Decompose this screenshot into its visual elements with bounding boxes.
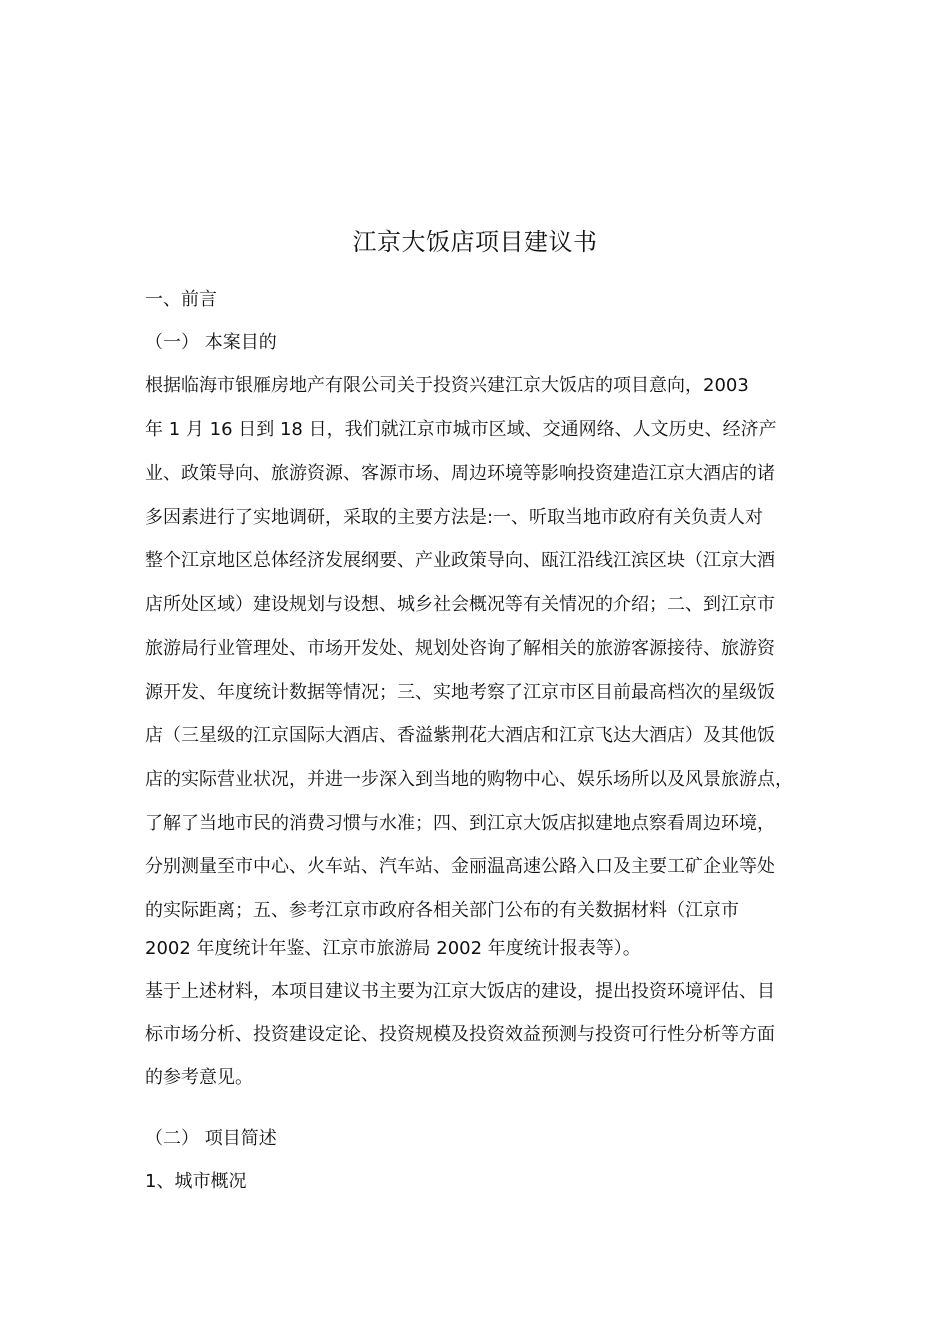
section-heading: 一、前言	[145, 289, 217, 310]
document-title: 江京大饭店项目建议书	[352, 228, 598, 256]
paragraph-line: 的参考意见。	[145, 1067, 253, 1088]
paragraph-line: 整个江京地区总体经济发展纲要、产业政策导向、瓯江沿线江滨区块（江京大酒	[145, 550, 775, 571]
paragraph-line: 旅游局行业管理处、市场开发处、规划处咨询了解相关的旅游客源接待、旅游资	[145, 638, 775, 659]
paragraph-line: 源开发、年度统计数据等情况；三、实地考察了江京市区目前最高档次的星级饭	[145, 682, 775, 703]
paragraph-line: 多因素进行了实地调研，采取的主要方法是:一、听取当地市政府有关负责人对	[145, 507, 764, 528]
paragraph-line: 的实际距离；五、参考江京市政府各相关部门公布的有关数据材料（江京市	[145, 900, 739, 921]
paragraph-line: 基于上述材料，本项目建议书主要为江京大饭店的建设，提出投资环境评估、目	[145, 981, 775, 1002]
paragraph-line: 业、政策导向、旅游资源、客源市场、周边环境等影响投资建造江京大酒店的诸	[145, 463, 775, 484]
subsection-heading-overview: （二） 项目简述	[145, 1128, 277, 1149]
paragraph-line: 标市场分析、投资建设定论、投资规模及投资效益预测与投资可行性分析等方面	[145, 1024, 775, 1045]
paragraph-line: 年 1 月 16 日到 18 日，我们就江京市城市区域、交通网络、人文历史、经济产	[145, 419, 777, 440]
paragraph-line: 店（三星级的江京国际大酒店、香溢紫荆花大酒店和江京飞达大酒店）及其他饭	[145, 725, 775, 746]
paragraph-line: 店所处区域）建设规划与设想、城乡社会概况等有关情况的介绍；二、到江京市	[145, 594, 775, 615]
paragraph-line: 分别测量至市中心、火车站、汽车站、金丽温高速公路入口及主要工矿企业等处	[145, 856, 775, 877]
paragraph-line: 店的实际营业状况，并进一步深入到当地的购物中心、娱乐场所以及风景旅游点，	[145, 769, 793, 790]
paragraph-line: 2002 年度统计年鉴、江京市旅游局 2002 年度统计报表等）。	[145, 938, 641, 959]
subsection-heading-purpose: （一） 本案目的	[145, 332, 277, 353]
paragraph-line: 了解了当地市民的消费习惯与水准；四、到江京大饭店拟建地点察看周边环境，	[145, 813, 775, 834]
item-heading-city: 1、城市概况	[145, 1171, 247, 1192]
paragraph-line: 根据临海市银雁房地产有限公司关于投资兴建江京大饭店的项目意向，2003	[145, 375, 749, 396]
